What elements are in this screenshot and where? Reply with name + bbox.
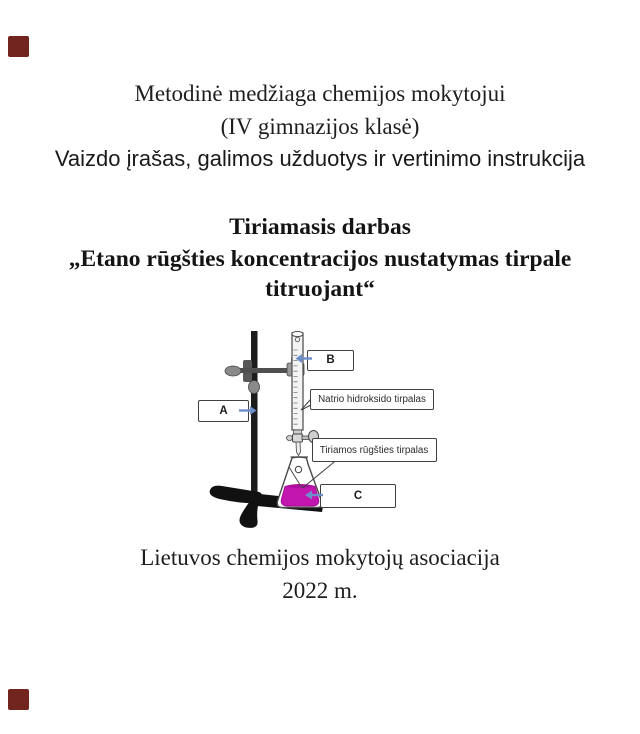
footer-association: Lietuvos chemijos mokytojų asociacija — [140, 545, 500, 570]
label-naoh-text: Natrio hidroksido tirpalas — [318, 393, 426, 405]
experiment-heading: Tiriamasis darbas — [229, 214, 411, 240]
experiment-title-line-1: „Etano rūgšties koncentracijos nustatymas tirpale — [68, 246, 572, 272]
label-box-b — [307, 350, 354, 371]
header-line-1: Metodinė medžiaga chemijos mokytojui — [134, 81, 506, 106]
header-line-2: (IV gimnazijos klasė) — [220, 114, 420, 139]
label-acid-text: Tiriamos rūgšties tirpalas — [319, 444, 429, 456]
label-box-naoh-solution — [310, 389, 434, 411]
stand-rod — [251, 331, 258, 495]
label-box-acid-solution — [312, 438, 437, 462]
label-b-text: B — [326, 354, 335, 367]
corner-accent-square-top — [8, 36, 29, 57]
clamp-knob — [249, 381, 260, 394]
label-c-text: C — [353, 490, 363, 502]
header-line-3: Vaizdo įrašas, galimos užduotys ir vertinimo instrukcija — [54, 146, 586, 171]
stopcock-left-nub — [287, 436, 293, 441]
clamp-wing-nut — [225, 366, 241, 376]
label-box-c — [320, 484, 396, 508]
stopcock-body — [293, 434, 303, 442]
accent-square-icon — [8, 36, 29, 57]
accent-square-icon — [8, 689, 29, 710]
label-a-text: A — [219, 405, 228, 417]
label-box-a — [198, 400, 249, 422]
footer-year: 2022 m. — [282, 578, 358, 603]
corner-accent-square-bottom — [8, 689, 29, 710]
stopcock-joint — [294, 430, 302, 434]
burette-tip — [296, 442, 301, 456]
burette-mouth — [292, 331, 303, 336]
experiment-title-line-2: titruojant“ — [265, 276, 375, 302]
stand-base-foot — [240, 500, 259, 528]
